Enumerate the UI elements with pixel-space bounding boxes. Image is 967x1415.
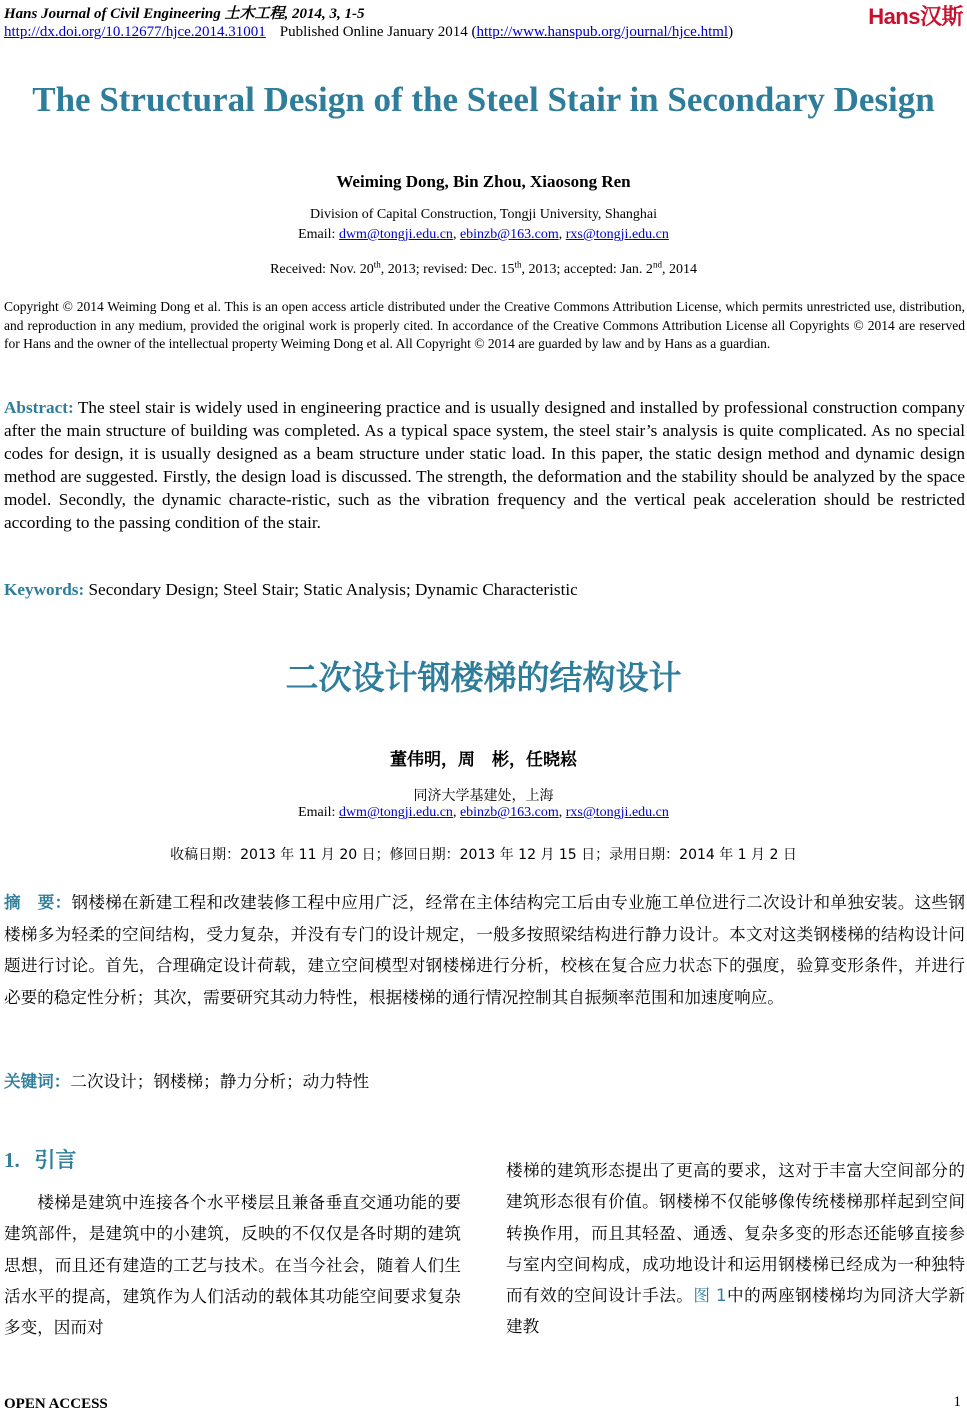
email-link[interactable]: rxs@tongji.edu.cn (565, 227, 669, 242)
journal-url-link[interactable]: http://www.hanspub.org/journal/hjce.html (476, 24, 729, 40)
received-dates-en: Received: Nov. 20th, 2013; revised: Dec. 15th, 2013; accepted: Jan. 2nd, 2014 (270, 259, 697, 277)
email-label: Email: (298, 805, 339, 820)
open-access-label: OPEN ACCESS (4, 1396, 108, 1412)
keywords-label-cn: 关键词： (4, 1072, 71, 1091)
affiliation-en: Division of Capital Construction, Tongji University, Shanghai (309, 207, 658, 222)
header-links (4, 24, 733, 41)
email-line-cn: Email: dwm@tongji.edu.cn, ebinzb@163.com, rxs@tongji.edu.cn (298, 805, 669, 820)
abstract-label-en: Abstract: (4, 398, 74, 417)
paper-title-cn: 二次设计钢楼梯的结构设计 (285, 658, 682, 697)
abstract-label-cn: 摘 要： (4, 893, 72, 912)
received-dates-cn: 收稿日期：2013 年 11 月 20 日；修回日期：2013 年 12 月 15 日；录用日期：2014 年 1 月 2 日 (170, 847, 797, 863)
affiliation-cn: 同济大学基建处，上海 (413, 788, 554, 804)
email-line-en: Email: dwm@tongji.edu.cn, ebinzb@163.com, rxs@tongji.edu.cn (298, 227, 669, 242)
body-column-right (506, 1155, 965, 1343)
body-text: 中的两座钢楼梯均为同济大学新建教 (506, 1286, 965, 1337)
hans-logo: Hans汉斯 (868, 4, 963, 29)
figure-reference-link[interactable]: 图 1 (693, 1286, 727, 1306)
email-link[interactable]: dwm@tongji.edu.cn (338, 805, 453, 820)
page-number: 1 (953, 1394, 961, 1410)
doi-link[interactable]: http://dx.doi.org/10.12677/hjce.2014.31001 (4, 24, 266, 40)
keywords-label-en: Keywords: (4, 580, 85, 599)
published-prefix: Published Online January 2014 ( (279, 24, 477, 40)
keywords-en (4, 580, 578, 600)
authors-en: Weiming Dong, Bin Zhou, Xiaosong Ren (336, 172, 631, 191)
body-column-left: 楼梯是建筑中连接各个水平楼层且兼备垂直交通功能的要建筑部件，是建筑中的小建筑，反映的不仅仅是各时期的建筑思想，而且还有建造的工艺与技术。在当今社会，随着人们生活水平的提高，建筑作为人们活动的载体其功能空间要求复杂多变，因而对 (4, 1193, 461, 1338)
keywords-text-en: Secondary Design; Steel Stair; Static Analysis; Dynamic Characteristic (88, 580, 578, 599)
copyright-notice: Copyright © 2014 Weiming Dong et al. This is an open access article distributed under the Creative Commons Attribution License, which permits unrestricted use, distribution, and reproduction in any medium, provided the original work is properly cited. In accordance of the Creative Commons Attribution License all Copyrights © 2014 are reserved for Hans and the owner of the intellectual property Weiming Dong et al. All Copyright © 2014 are guarded by law and by Hans as a guardian. (4, 299, 965, 351)
abstract-cn (4, 887, 965, 1013)
section-heading (4, 1144, 76, 1174)
published-suffix: ) (728, 24, 734, 40)
section-title: 引言 (34, 1148, 77, 1172)
abstract-text-en: The steel stair is widely used in engineering practice and is usually designed and installed by professional construction company after the main structure of building was completed. As a typical space system, the steel stair’s analysis is quite complicated. As no special codes for design, it is usually designed as a beam structure under static load. In this paper, the static design method and dynamic design method are suggested. Firstly, the design load is discussed. The strength, the deformation and the stability should be analyzed by the space model. Secondly, the dynamic characte-ristic, such as the vibration frequency and the vertical peak acceleration should be restricted according to the passing condition of the stair. (4, 398, 965, 532)
email-link[interactable]: rxs@tongji.edu.cn (565, 805, 669, 820)
section-number: 1. (4, 1148, 20, 1172)
abstract-text-cn: 钢楼梯在新建工程和改建装修工程中应用广泛，经常在主体结构完工后由专业施工单位进行二次设计和单独安装。这些钢楼梯多为轻柔的空间结构，受力复杂，并没有专门的设计规定，一般多按照梁结构进行静力设计。本文对这类钢楼梯的结构设计问题进行讨论。首先，合理确定设计荷载，建立空间模型对钢楼梯进行分析，校核在复合应力状态下的强度，验算变形条件，并进行必要的稳定性分析；其次，需要研究其动力特性，根据楼梯的通行情况控制其自振频率范围和加速度响应。 (4, 893, 966, 1007)
paper-title-en: The Structural Design of the Steel Stair in Secondary Design (32, 80, 935, 119)
keywords-text-cn: 二次设计；钢楼梯；静力分析；动力特性 (70, 1072, 370, 1091)
email-link[interactable]: ebinzb@163.com (459, 227, 559, 242)
authors-cn: 董伟明，周 彬，任晓崧 (390, 750, 577, 770)
keywords-cn (4, 1068, 369, 1092)
email-link[interactable]: dwm@tongji.edu.cn (338, 227, 453, 242)
abstract-en (4, 396, 965, 534)
journal-header: Hans Journal of Civil Engineering 土木工程, 2014, 3, 1-5 (4, 6, 365, 22)
email-link[interactable]: ebinzb@163.com (459, 805, 559, 820)
body-text: 楼梯的建筑形态提出了更高的要求，这对于丰富大空间部分的建筑形态很有价值。钢楼梯不仅能够像传统楼梯那样起到空间转换作用，而且其轻盈、通透、复杂多变的形态还能够直接参与室内空间构成，成功地设计和运用钢楼梯已经成为一种独特而有效的空间设计手法。 (506, 1161, 965, 1306)
email-label: Email: (298, 227, 339, 242)
